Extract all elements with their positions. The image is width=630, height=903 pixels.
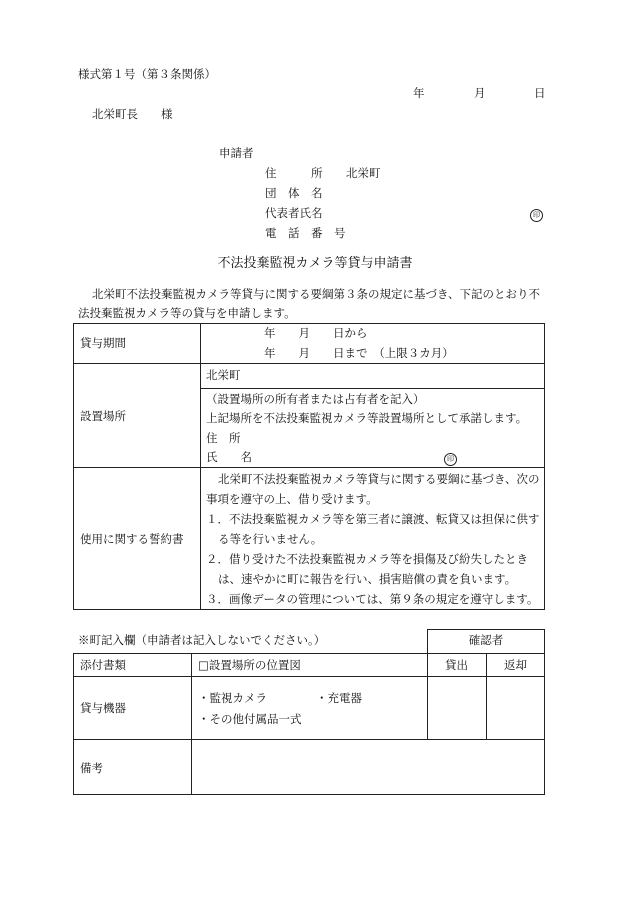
address-value: 北栄町 (346, 166, 381, 180)
pledge-line: ２．借り受けた不法投棄監視カメラ等を損傷及び紛失したとき (206, 552, 528, 566)
consent-note: （設置場所の所有者または占有者を記入） (206, 392, 425, 406)
confirm-label: 確認者 (468, 633, 504, 647)
document-title: 不法投棄監視カメラ等貸与申請書 (217, 256, 413, 271)
location-label: 設置場所 (80, 409, 126, 423)
office-table (73, 653, 545, 795)
return-label: 返却 (504, 658, 527, 672)
applicant-heading: 申請者 (219, 146, 254, 160)
group-label: 団 体 名 (265, 186, 323, 200)
location-value: 北栄町 (206, 368, 241, 382)
period-label: 貸与期間 (80, 336, 126, 350)
consent-text: 上記場所を不法投棄監視カメラ等設置場所として承諾します。 (206, 411, 528, 425)
date-day: 日 (534, 86, 546, 100)
seal-mark: 印 (530, 206, 543, 222)
equipment-charger: ・充電器 (316, 691, 362, 705)
equipment-label: 貸与機器 (80, 701, 126, 715)
owner-seal-mark: 印 (444, 450, 457, 466)
pledge-line: は、速やかに町に報告を行い、損害賠償の責を負います。 (218, 572, 517, 586)
pledge-line: る等を行いません。 (218, 532, 323, 546)
remarks-label: 備考 (80, 761, 103, 775)
period-to: 年 月 日まで （上限３カ月） (264, 346, 454, 360)
pledge-line: ３．画像データの管理については、第９条の規定を遵守します。 (206, 592, 539, 606)
pledge-line: 北栄町不法投棄監視カメラ等貸与に関する要綱に基づき、次の (218, 472, 540, 486)
pledge-line: １．不法投棄監視カメラ等を第三者に譲渡、転貸又は担保に供す (206, 512, 540, 526)
date-month: 月 (474, 86, 486, 100)
pledge-label: 使用に関する誓約書 (80, 532, 184, 546)
address-label: 住 所 (265, 166, 323, 180)
addressee: 北栄町長 様 (92, 107, 173, 121)
period-from: 年 月 日から (264, 326, 368, 340)
form-number: 様式第１号（第３条関係） (78, 67, 216, 81)
date-year: 年 (413, 86, 425, 100)
intro-line-1: 北栄町不法投棄監視カメラ等貸与に関する要綱第３条の規定に基づき、下記のとおり不 (92, 287, 541, 301)
attachment-value: □設置場所の位置図 (198, 658, 301, 672)
attachment-label: 添付書類 (80, 658, 126, 672)
office-use-heading: ※町記入欄（申請者は記入しないでください。） (78, 633, 326, 647)
equipment-camera: ・監視カメラ (198, 691, 267, 705)
pledge-line: 事項を遵守の上、借り受けます。 (206, 492, 378, 506)
lend-label: 貸出 (445, 658, 468, 672)
owner-address-label: 住 所 (206, 431, 241, 445)
equipment-other: ・その他付属品一式 (198, 712, 302, 726)
representative-label: 代表者氏名 (265, 206, 323, 220)
phone-label: 電 話 番 号 (265, 226, 346, 240)
intro-line-2: 法投棄監視カメラ等の貸与を申請します。 (78, 306, 296, 320)
owner-name-label: 氏 名 (206, 450, 252, 464)
